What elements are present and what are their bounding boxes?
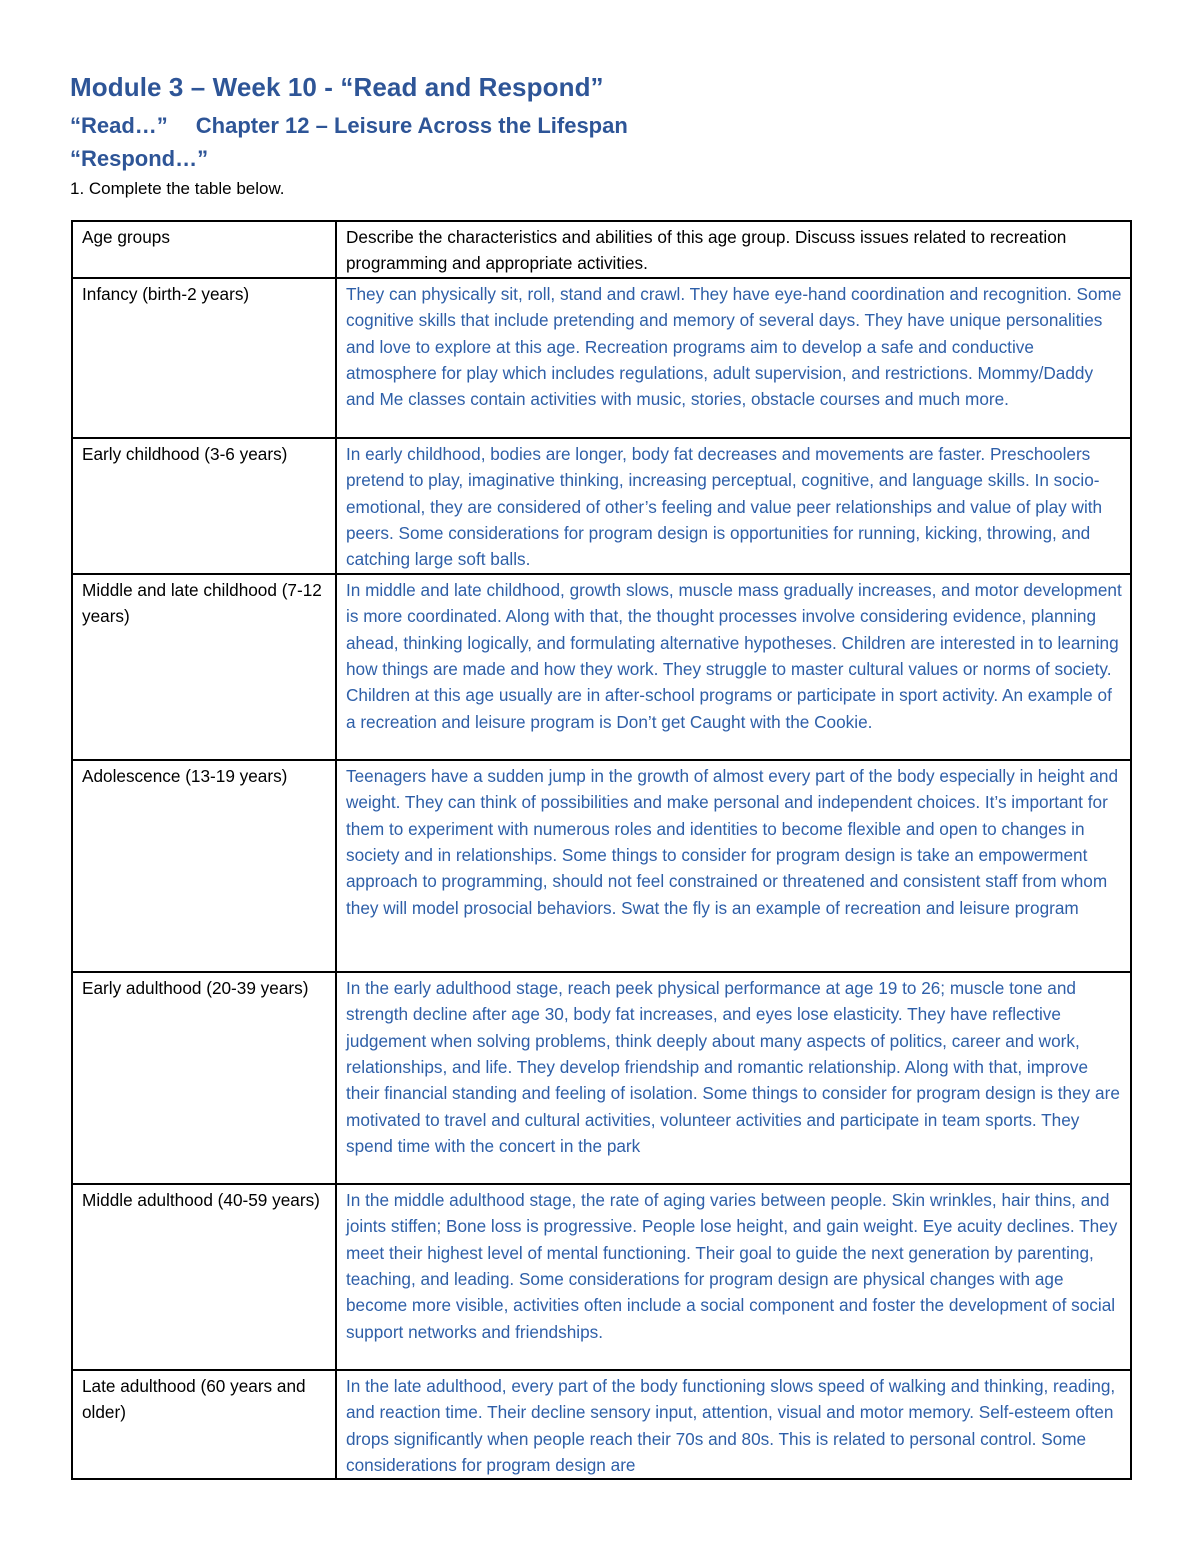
response-cell: In the early adulthood stage, reach peek physical performance at age 19 to 26; muscle tone and strength decline after age 30, body fat increases, and eyes lose elasticity. They have reflective judgement when solving problems, think deeply about many aspects of politics, career and work, relationships, and life. They develop friendship and romantic relationship. Along with that, improve their financial standing and feeling of isolation. Some things to consider for program design is they are motivated to travel and cultural activities, volunteer activities and participate in team sports. They spend time with the concert in the park (336, 972, 1131, 1184)
age-group-cell: Middle adulthood (40-59 years) (72, 1184, 336, 1370)
respond-heading: “Respond…” (70, 146, 209, 171)
table-row (72, 574, 1131, 760)
table-row (72, 438, 1131, 574)
age-group-cell: Infancy (birth-2 years) (72, 278, 336, 438)
read-label: “Read…” (70, 113, 168, 138)
table-header-row (72, 221, 1131, 278)
response-cell: They can physically sit, roll, stand and crawl. They have eye-hand coordination and recognition. Some cognitive skills that include pretending and memory of several days. They have unique personalities and love to explore at this age. Recreation programs aim to develop a safe and conductive atmosphere for play which includes regulations, adult supervision, and restrictions. Mommy/Daddy and Me classes contain activities with music, stories, obstacle courses and much more. (336, 278, 1131, 438)
table-row (72, 1184, 1131, 1370)
table-row (72, 278, 1131, 438)
age-group-cell: Late adulthood (60 years and older) (72, 1370, 336, 1480)
document-title: Module 3 – Week 10 - “Read and Respond” (70, 72, 604, 102)
response-cell: In the late adulthood, every part of the body functioning slows speed of walking and thinking, reading, and reaction time. Their decline sensory input, attention, visual and motor memory. Self-esteem often drops significantly when people reach their 70s and 80s. This is related to personal control. Some considerations for program design are (336, 1370, 1131, 1480)
response-cell: Teenagers have a sudden jump in the growth of almost every part of the body especially in height and weight. They can think of possibilities and make personal and independent choices. It’s important for them to experiment with numerous roles and identities to become flexible and open to changes in society and in relationships. Some things to consider for program design is take an empowerment approach to programming, should not feel constrained or threatened and consistent staff from whom they will model prosocial behaviors. Swat the fly is an example of recreation and leisure program (336, 760, 1131, 972)
table-row (72, 760, 1131, 972)
response-cell: In the middle adulthood stage, the rate of aging varies between people. Skin wrinkles, hair thins, and joints stiffen; Bone loss is progressive. People lose height, and gain weight. Eye acuity declines. They meet their highest level of mental functioning. Their goal to guide the next generation by parenting, teaching, and leading. Some considerations for program design are physical changes with age become more visible, activities often include a social component and foster the development of social support networks and friendships. (336, 1184, 1131, 1370)
age-group-cell: Early childhood (3-6 years) (72, 438, 336, 574)
age-group-cell: Adolescence (13-19 years) (72, 760, 336, 972)
response-cell: In middle and late childhood, growth slows, muscle mass gradually increases, and motor development is more coordinated. Along with that, the thought processes involve considering evidence, planning ahead, thinking logically, and formulating alternative hypotheses. Children are interested in to learning how things are made and how they work. They struggle to master cultural values or norms of society. Children at this age usually are in after-school programs or participate in sport activity. An example of a recreation and leisure program is Don’t get Caught with the Cookie. (336, 574, 1131, 760)
header-description: Describe the characteristics and abilities of this age group. Discuss issues related to recreation programming and appropriate activities. (336, 221, 1131, 278)
table-row (72, 1370, 1131, 1480)
table-row (72, 972, 1131, 1184)
header-age-groups: Age groups (72, 221, 336, 278)
response-cell: In early childhood, bodies are longer, body fat decreases and movements are faster. Preschoolers pretend to play, imaginative thinking, increasing perceptual, cognitive, and language skills. In socio-emotional, they are considered of other’s feeling and value peer relationships and value of play with peers. Some considerations for program design is opportunities for running, kicking, throwing, and catching large soft balls. (336, 438, 1131, 574)
read-heading (70, 113, 628, 139)
age-group-cell: Middle and late childhood (7-12 years) (72, 574, 336, 760)
age-group-cell: Early adulthood (20-39 years) (72, 972, 336, 1184)
chapter-title: Chapter 12 – Leisure Across the Lifespan (195, 113, 628, 138)
instruction-text: 1. Complete the table below. (70, 179, 285, 198)
age-groups-table (71, 220, 1132, 1480)
